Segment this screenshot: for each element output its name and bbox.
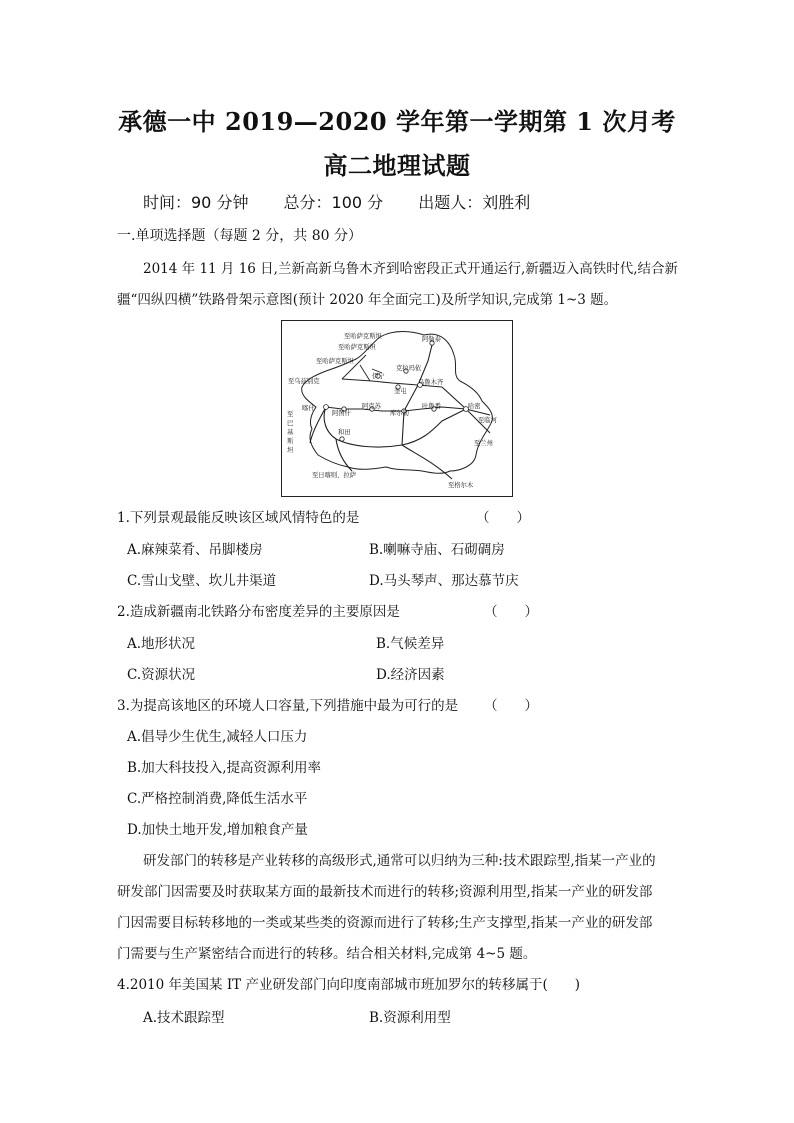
q1-stem-text: 1.下列景观最能反映该区域风情特色的是 <box>117 510 360 526</box>
exam-title: 承德一中 2019—2020 学年第一学期第 1 次月考 <box>118 107 676 136</box>
label-uzbek: 至乌兹别克 <box>288 378 320 385</box>
label-pakistan-5: 坦 <box>287 447 294 454</box>
intro2-line4: 门需要与生产紧密结合而进行的转移。结合相关材料,完成第 4~5 题。 <box>117 946 537 962</box>
q1-stem <box>117 508 359 528</box>
exam-time: 时间：90 分钟 <box>143 193 249 212</box>
q2-option-a[interactable]: A.地形状况 <box>127 636 196 652</box>
label-pakistan-4: 斯 <box>287 438 294 445</box>
label-kashgar: 喀什 <box>302 405 315 412</box>
q3-bracket: （ ） <box>484 698 538 714</box>
station-kashgar <box>324 405 329 410</box>
exam-score: 总分：100 分 <box>283 193 384 212</box>
station-hotan <box>340 437 344 441</box>
exam-subtitle: 高二地理试题 <box>323 151 471 180</box>
q2-option-c[interactable]: C.资源状况 <box>127 667 196 683</box>
rail-golmud <box>402 445 452 479</box>
label-karamay: 克拉玛依 <box>396 365 422 372</box>
intro2-line3: 门因需要目标转移地的一类或某些类的资源而进行了转移;生产支撑型,指某一产业的研发部 <box>117 915 653 931</box>
q3-option-d[interactable]: D.加快土地开发,增加粮食产量 <box>127 822 308 838</box>
label-pakistan-2: 巴 <box>287 420 294 427</box>
intro1-line1: 2014 年 11 月 16 日,兰新高新乌鲁木齐到哈密段正式开通运行,新疆迈入高铁时代,结合新 <box>143 261 679 277</box>
label-lhasa: 至日喀则、拉萨 <box>312 472 357 479</box>
intro2-line1: 研发部门的转移是产业转移的高级形式,通常可以归纳为三种:技术跟踪型,指某一产业的 <box>143 853 656 869</box>
label-kazakh3: 至哈萨克斯坦 <box>316 358 354 365</box>
label-hotan: 和田 <box>338 429 351 436</box>
q1-option-b[interactable]: B.喇嘛寺庙、石砌碉房 <box>369 542 505 558</box>
exam-meta <box>143 190 560 213</box>
railway-map-figure <box>282 321 512 496</box>
label-korla: 库尔勒 <box>390 410 409 417</box>
q4-option-b[interactable]: B.资源利用型 <box>369 1010 451 1026</box>
section-heading: 一.单项选择题（每题 2 分，共 80 分） <box>117 228 362 244</box>
label-hami: 哈密 <box>468 403 481 410</box>
label-artux: 阿图什 <box>332 410 351 417</box>
q3-option-a[interactable]: A.倡导少生优生,减轻人口压力 <box>127 729 308 745</box>
q2-stem: 2.造成新疆南北铁路分布密度差异的主要原因是 <box>117 604 400 620</box>
q1-bracket: （ ） <box>476 510 530 526</box>
label-kazakh2: 至哈萨克斯坦 <box>338 344 376 351</box>
exam-author: 出题人：刘胜利 <box>418 193 531 212</box>
q2-option-d[interactable]: D.经济因素 <box>376 667 445 683</box>
q4-stem: 4.2010 年美国某 IT 产业研发部门向印度南部城市班加罗尔的转移属于( ) <box>117 977 580 993</box>
label-golmud: 至格尔木 <box>448 482 474 489</box>
label-lanzhou: 至兰州 <box>474 440 493 447</box>
q4-option-a[interactable]: A.技术跟踪型 <box>143 1010 225 1026</box>
q2-bracket: （ ） <box>484 604 538 620</box>
label-pakistan-3: 基 <box>287 429 294 436</box>
q3-stem: 3.为提高该地区的环境人口容量,下列措施中最为可行的是 <box>117 698 459 714</box>
q3-option-c[interactable]: C.严格控制消费,降低生活水平 <box>127 791 308 807</box>
q1-option-a[interactable]: A.麻辣菜肴、吊脚楼房 <box>127 542 263 558</box>
label-kazakh1: 至哈萨克斯坦 <box>344 333 382 340</box>
label-yining: 伊宁 <box>372 373 385 380</box>
q1-option-d[interactable]: D.马头琴声、那达慕节庆 <box>369 573 519 589</box>
intro2-line2: 研发部门因需要及时获取某方面的最新技术而进行的转移;资源利用型,指某一产业的研发部 <box>117 884 653 900</box>
label-linhe: 至临河 <box>478 417 497 424</box>
q2-option-b[interactable]: B.气候差异 <box>376 636 445 652</box>
region-outline <box>302 332 493 474</box>
label-turpan: 吐鲁番 <box>422 403 441 410</box>
label-aksu: 阿克苏 <box>362 403 381 410</box>
label-urumqi: 乌鲁木齐 <box>418 379 444 386</box>
railway-map <box>281 320 513 497</box>
q3-option-b[interactable]: B.加大科技投入,提高资源利用率 <box>127 760 322 776</box>
q1-option-c[interactable]: C.雪山戈壁、坎儿井渠道 <box>127 573 277 589</box>
label-pakistan-1: 至 <box>287 411 294 418</box>
label-kuitun: 奎屯 <box>394 388 407 395</box>
label-altay: 阿勒泰 <box>422 336 441 343</box>
intro1-line2: 疆“四纵四横”铁路骨架示意图(预计 2020 年全面完工)及所学知识,完成第 1~3 题。 <box>117 292 618 308</box>
